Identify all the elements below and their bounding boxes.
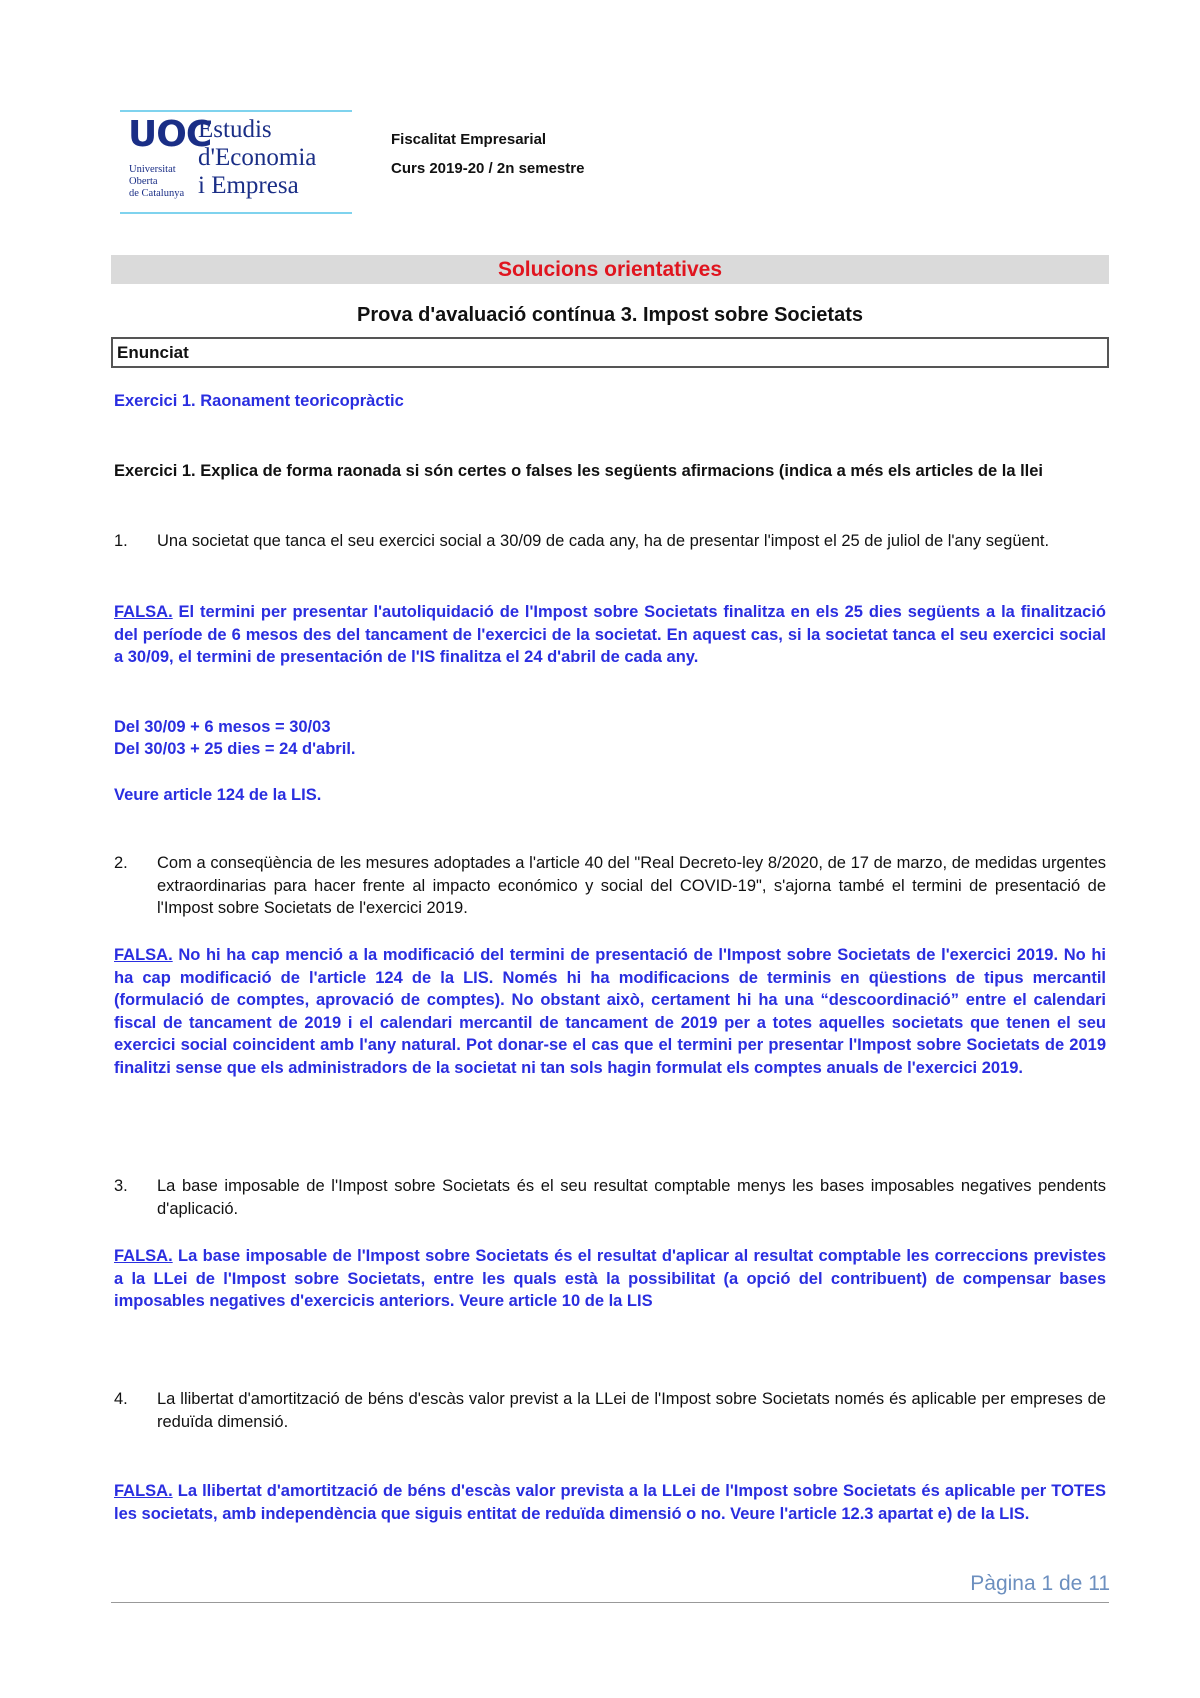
exam-title: Prova d'avaluació contínua 3. Impost sobre Societats <box>356 304 863 326</box>
verdict-label: FALSA. <box>114 946 173 964</box>
logo-department-name: Estudis d'Economia i Empresa <box>198 116 317 199</box>
statement-text: La llibertat d'amortització de béns d'escàs valor previst a la LLei de l'Impost sobre Societats només és aplicable per empreses de reduïda dimensió. <box>157 1390 1106 1431</box>
logo-mark: UOC <box>128 114 212 155</box>
statement-4 <box>114 1388 1106 1433</box>
solutions-banner <box>111 255 1109 284</box>
answer-text: El termini per presentar l'autoliquidació de l'Impost sobre Societats finalitza en els 25 dies següents a la finalització del període de 6 mesos des del tancament de l'exercici de la societat. En aquest cas, si la societat tanca el seu exercici social a 30/09, el termini de presentación de l'IS finalitza el 24 d'abril de cada any. <box>114 603 1106 666</box>
reference-1: Veure article 124 de la LIS. <box>114 786 322 804</box>
verdict-label: FALSA. <box>114 1482 173 1500</box>
exercise-prompt: Exercici 1. Explica de forma raonada si són certes o falses les següents afirmacions (indica a més els articles de la llei <box>114 462 1044 480</box>
statement-text: Una societat que tanca el seu exercici social a 30/09 de cada any, ha de presentar l'impost el 25 de juliol de l'any següent. <box>157 532 1050 550</box>
statement-1 <box>114 530 1106 553</box>
calculation-line-2: Del 30/03 + 25 dies = 24 d'abril. <box>114 740 356 758</box>
course-term: Curs 2019-20 / 2n semestre <box>391 160 585 177</box>
answer-2 <box>114 944 1106 1079</box>
banner-title: Solucions orientatives <box>497 258 723 281</box>
statement-number: 1. <box>114 532 128 550</box>
exercise-heading: Exercici 1. Raonament teoricopràctic <box>114 392 404 410</box>
statement-2 <box>114 852 1106 920</box>
answer-1 <box>114 601 1106 669</box>
statement-text: Com a conseqüència de les mesures adoptades a l'article 40 del "Real Decreto-ley 8/2020, de 17 de marzo, de medidas urgentes extraordinarias para hacer frente al impacto económico y social del COVID-19", s'ajorna també el termini de presentació de l'Impost sobre Societats de l'exercici 2019. <box>157 854 1106 917</box>
course-name: Fiscalitat Empresarial <box>391 131 547 148</box>
answer-4 <box>114 1480 1106 1525</box>
statement-number: 2. <box>114 854 128 872</box>
statement-number: 4. <box>114 1390 128 1408</box>
answer-text: La llibertat d'amortització de béns d'escàs valor prevista a la LLei de l'Impost sobre Societats és aplicable per TOTES les societats, amb independència que siguis entitat de reduïda dimensió o no. Veure l'article 12.3 apartat e) de la LIS. <box>114 1482 1106 1523</box>
answer-text: No hi ha cap menció a la modificació del termini de presentació de l'Impost sobre Societats de l'exercici 2019. No hi ha cap modificació de l'article 124 de la LIS. Només hi ha modificacions de terminis en qüestions de tipus mercantil (formulació de comptes, aprovació de comptes). No obstant això, certament hi ha una “descoordinació” entre el calendari fiscal de tancament de 2019 i el calendari mercantil de tancament de 2019 per a totes aquelles societats que tenen el seu exercici social coincident amb l'any natural. Pot donar-se el cas que el termini per presentar l'Impost sobre Societats de 2019 finalitzi sense que els administradors de la societat ni tan sols hagin formulat els comptes anuals de l'exercici 2019. <box>114 946 1106 1077</box>
section-heading: Enunciat <box>111 337 1109 368</box>
page-number: Pàgina 1 de 11 <box>970 1572 1110 1595</box>
statement-number: 3. <box>114 1177 128 1195</box>
logo-university-name: Universitat Oberta de Catalunya <box>129 164 185 199</box>
answer-text: La base imposable de l'Impost sobre Societats és el resultat d'aplicar al resultat comptable les correccions previstes a la LLei de l'Impost sobre Societats, entre les quals està la possibilitat (a opció del contribuent) de compensar bases imposables negatives d'exercicis anteriors. Veure article 10 de la LIS <box>114 1247 1106 1310</box>
statement-3 <box>114 1175 1106 1220</box>
uoc-logo <box>120 110 352 214</box>
calculation-line-1: Del 30/09 + 6 mesos = 30/03 <box>114 718 331 736</box>
logo-rule-bottom <box>120 212 352 214</box>
verdict-label: FALSA. <box>114 603 173 621</box>
statement-text: La base imposable de l'Impost sobre Societats és el seu resultat comptable menys les bases imposables negatives pendents d'aplicació. <box>157 1177 1106 1218</box>
footer-rule <box>111 1602 1109 1603</box>
logo-rule-top <box>120 110 352 112</box>
answer-3 <box>114 1245 1106 1313</box>
verdict-label: FALSA. <box>114 1247 173 1265</box>
